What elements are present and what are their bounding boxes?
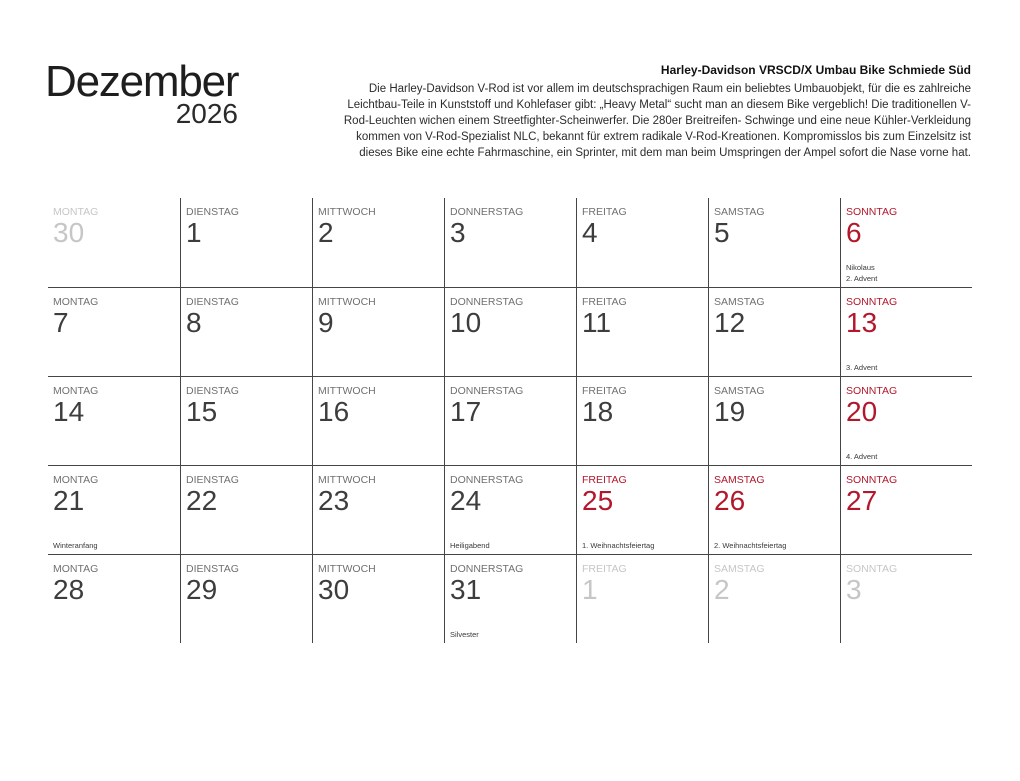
day-cell bbox=[48, 376, 180, 465]
day-cell bbox=[180, 198, 312, 287]
day-cell bbox=[576, 198, 708, 287]
day-number: 24 bbox=[450, 485, 482, 516]
day-notes bbox=[450, 540, 490, 551]
month-title: Dezember bbox=[45, 57, 239, 106]
weekday-label: DIENSTAG bbox=[186, 206, 239, 218]
day-notes bbox=[450, 629, 479, 640]
day-note: Winteranfang bbox=[53, 541, 98, 550]
year-label: 2026 bbox=[175, 98, 238, 129]
day-number: 23 bbox=[318, 485, 350, 516]
day-note: 3. Advent bbox=[846, 363, 878, 372]
day-cell bbox=[444, 198, 576, 287]
day-number: 14 bbox=[53, 396, 85, 427]
day-number: 30 bbox=[318, 574, 350, 605]
day-note: 1. Weihnachtsfeiertag bbox=[582, 541, 655, 550]
day-cell bbox=[444, 287, 576, 376]
day-notes bbox=[53, 540, 98, 551]
day-number: 28 bbox=[53, 574, 85, 605]
day-cell bbox=[444, 376, 576, 465]
weekday-label: MONTAG bbox=[53, 206, 99, 218]
day-number: 19 bbox=[714, 396, 746, 427]
day-cell bbox=[444, 554, 576, 643]
day-note: Heiligabend bbox=[450, 541, 490, 550]
day-cell bbox=[840, 198, 972, 287]
day-number: 7 bbox=[53, 307, 69, 338]
day-cell bbox=[444, 465, 576, 554]
weekday-label: FREITAG bbox=[582, 474, 627, 486]
day-number: 18 bbox=[582, 396, 614, 427]
description-text bbox=[344, 81, 971, 161]
day-number: 1 bbox=[582, 574, 598, 605]
description-title: Harley-Davidson VRSCD/X Umbau Bike Schmiede Süd bbox=[660, 63, 971, 77]
day-notes bbox=[582, 540, 654, 551]
day-number: 3 bbox=[846, 574, 862, 605]
day-note: 2. Weihnachtsfeiertag bbox=[714, 541, 787, 550]
day-cell bbox=[312, 198, 444, 287]
weekday-label: SAMSTAG bbox=[714, 474, 765, 486]
weekday-label: SONNTAG bbox=[846, 385, 898, 397]
day-number: 3 bbox=[450, 217, 466, 248]
day-cell bbox=[312, 376, 444, 465]
weekday-label: SONNTAG bbox=[846, 474, 898, 486]
description-line: Leichtbau-Teile in Kunststoff und Kohlefaser gibt: „Heavy Metal“ sucht man an diesem Bike vergeblich! Die traditionellen V- bbox=[347, 99, 971, 111]
day-note: Nikolaus bbox=[846, 263, 875, 272]
day-cell bbox=[48, 287, 180, 376]
weekday-label: DIENSTAG bbox=[186, 296, 239, 308]
weekday-label: DONNERSTAG bbox=[450, 206, 524, 218]
weekday-label: DONNERSTAG bbox=[450, 385, 524, 397]
bike-description bbox=[344, 62, 971, 161]
day-cell bbox=[180, 287, 312, 376]
day-cell bbox=[840, 465, 972, 554]
day-number: 15 bbox=[186, 396, 218, 427]
day-cell bbox=[180, 554, 312, 643]
day-number: 21 bbox=[53, 485, 85, 516]
day-cell bbox=[708, 198, 840, 287]
day-cell bbox=[708, 376, 840, 465]
day-number: 20 bbox=[846, 396, 878, 427]
weekday-label: MITTWOCH bbox=[318, 474, 376, 486]
weekday-label: MITTWOCH bbox=[318, 385, 376, 397]
day-number: 16 bbox=[318, 396, 350, 427]
day-cell bbox=[312, 554, 444, 643]
day-cell bbox=[840, 554, 972, 643]
day-notes bbox=[714, 540, 786, 551]
weekday-label: FREITAG bbox=[582, 296, 627, 308]
description-line: Rod-Leuchten wichen einem Streetfighter-Scheinwerfer. Die 280er Breitreifen- Schwinge und eine neue Kühler-Verkleidung bbox=[343, 115, 971, 127]
weekday-label: SAMSTAG bbox=[714, 206, 765, 218]
day-number: 6 bbox=[846, 217, 862, 248]
day-cell bbox=[48, 554, 180, 643]
day-number: 2 bbox=[714, 574, 730, 605]
day-number: 30 bbox=[53, 217, 85, 248]
day-number: 4 bbox=[582, 217, 598, 248]
day-note: Silvester bbox=[450, 630, 479, 639]
weekday-label: MITTWOCH bbox=[318, 296, 376, 308]
description-line: kommen von V-Rod-Spezialist NLC, bekannt für extrem radikale V-Rod-Kreationen. Kompromisslos bis zum Einzelsitz ist bbox=[356, 131, 971, 143]
day-cell bbox=[48, 465, 180, 554]
weekday-label: DIENSTAG bbox=[186, 474, 239, 486]
day-number: 9 bbox=[318, 307, 334, 338]
weekday-label: FREITAG bbox=[582, 385, 627, 397]
weekday-label: SONNTAG bbox=[846, 296, 898, 308]
day-number: 12 bbox=[714, 307, 746, 338]
weekday-label: FREITAG bbox=[582, 563, 627, 575]
day-number: 13 bbox=[846, 307, 878, 338]
weekday-label: DONNERSTAG bbox=[450, 296, 524, 308]
day-number: 25 bbox=[582, 485, 614, 516]
day-notes bbox=[846, 262, 877, 284]
day-cell bbox=[840, 287, 972, 376]
day-cell bbox=[180, 465, 312, 554]
day-number: 5 bbox=[714, 217, 730, 248]
day-cell bbox=[708, 287, 840, 376]
day-notes bbox=[846, 362, 877, 373]
weekday-label: DONNERSTAG bbox=[450, 474, 524, 486]
weekday-label: FREITAG bbox=[582, 206, 627, 218]
day-number: 31 bbox=[450, 574, 482, 605]
weekday-label: MONTAG bbox=[53, 296, 99, 308]
description-line: dieses Bike eine echte Fahrmaschine, ein Sprinter, mit dem man beim Umspringen der Ampel sofort die Nase vorne hat. bbox=[359, 147, 971, 159]
weekday-label: DONNERSTAG bbox=[450, 563, 524, 575]
weekday-label: SAMSTAG bbox=[714, 385, 765, 397]
day-cell bbox=[576, 554, 708, 643]
weekday-label: SONNTAG bbox=[846, 206, 898, 218]
weekday-label: MONTAG bbox=[53, 474, 99, 486]
day-cell bbox=[576, 376, 708, 465]
day-cell bbox=[708, 465, 840, 554]
day-number: 1 bbox=[186, 217, 202, 248]
weekday-label: SAMSTAG bbox=[714, 296, 765, 308]
weekday-label: DIENSTAG bbox=[186, 563, 239, 575]
day-number: 11 bbox=[582, 307, 612, 338]
day-notes bbox=[846, 451, 877, 462]
calendar-grid bbox=[48, 198, 972, 643]
day-number: 2 bbox=[318, 217, 334, 248]
day-number: 27 bbox=[846, 485, 878, 516]
day-number: 17 bbox=[450, 396, 482, 427]
day-cell bbox=[312, 465, 444, 554]
weekday-label: SAMSTAG bbox=[714, 563, 765, 575]
weekday-label: SONNTAG bbox=[846, 563, 898, 575]
day-number: 26 bbox=[714, 485, 746, 516]
day-cell bbox=[576, 465, 708, 554]
day-number: 10 bbox=[450, 307, 482, 338]
weekday-label: MONTAG bbox=[53, 563, 99, 575]
description-line: Die Harley-Davidson V-Rod ist vor allem im deutschsprachigen Raum ein beliebtes Umbauobjekt, für die es zahlreiche bbox=[368, 83, 971, 95]
day-number: 29 bbox=[186, 574, 218, 605]
day-note: 4. Advent bbox=[846, 452, 878, 461]
day-cell bbox=[180, 376, 312, 465]
day-cell bbox=[840, 376, 972, 465]
day-number: 22 bbox=[186, 485, 218, 516]
day-cell bbox=[708, 554, 840, 643]
day-cell bbox=[576, 287, 708, 376]
day-cell bbox=[312, 287, 444, 376]
weekday-label: MITTWOCH bbox=[318, 206, 376, 218]
day-number: 8 bbox=[186, 307, 202, 338]
weekday-label: MONTAG bbox=[53, 385, 99, 397]
weekday-label: DIENSTAG bbox=[186, 385, 239, 397]
day-cell bbox=[48, 198, 180, 287]
day-note: 2. Advent bbox=[846, 274, 878, 283]
weekday-label: MITTWOCH bbox=[318, 563, 376, 575]
